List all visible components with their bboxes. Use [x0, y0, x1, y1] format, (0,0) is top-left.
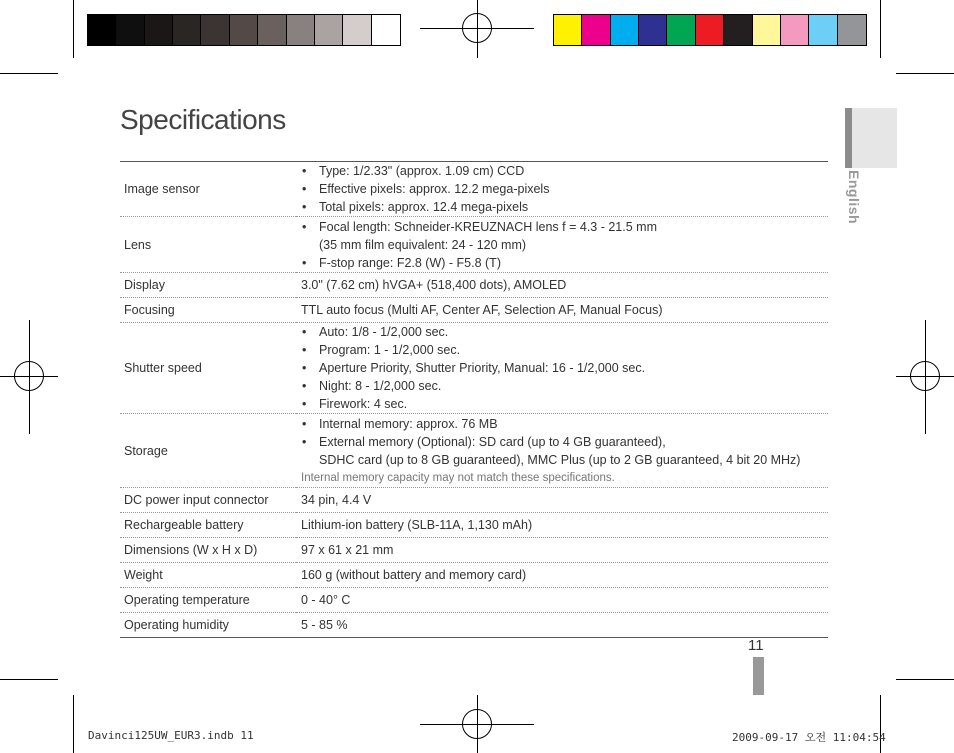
spec-row-storage	[120, 414, 828, 488]
spec-bullet: • Effective pixels: approx. 12.2 mega-pixels	[301, 180, 828, 198]
color-swatch	[838, 15, 866, 45]
spec-bullet-line: (35 mm film equivalent: 24 - 120 mm)	[319, 237, 527, 252]
color-swatch	[724, 15, 752, 45]
crop-mark	[880, 0, 881, 58]
color-swatch	[372, 15, 400, 45]
specifications-table	[120, 161, 828, 638]
spec-value: 5 - 85 %	[301, 618, 348, 632]
spec-label: Rechargeable battery	[120, 513, 296, 538]
color-swatch	[781, 15, 809, 45]
spec-row-lens	[120, 217, 828, 273]
spec-row-operating-temperature	[120, 588, 828, 613]
page-title: Specifications	[120, 104, 286, 135]
print-slug-file: Davinci125UW_EUR3.indb 11	[88, 729, 254, 742]
spec-value	[296, 414, 828, 488]
registration-mark	[910, 361, 940, 391]
spec-bullet-line: Focal length: Schneider-KREUZNACH lens f = 4.3 - 21.5 mm	[319, 219, 657, 234]
spec-value	[296, 323, 828, 414]
color-swatch	[753, 15, 781, 45]
language-label: English	[846, 170, 862, 225]
spec-label: Weight	[120, 563, 296, 588]
spec-value	[296, 217, 828, 273]
color-swatch	[554, 15, 582, 45]
spec-label: Storage	[120, 414, 296, 488]
color-swatch	[88, 15, 116, 45]
color-swatch	[287, 15, 315, 45]
spec-bullet: • Auto: 1/8 - 1/2,000 sec.	[301, 323, 828, 341]
spec-bullet: • Firework: 4 sec.	[301, 395, 828, 413]
color-swatch	[639, 15, 667, 45]
spec-label: Display	[120, 273, 296, 298]
spec-value: 97 x 61 x 21 mm	[296, 538, 828, 563]
crop-mark	[896, 679, 954, 680]
language-tab	[845, 108, 897, 168]
color-swatch	[116, 15, 144, 45]
spec-value: Lithium-ion battery (SLB-11A, 1,130 mAh)	[296, 513, 828, 538]
spec-label: Focusing	[120, 298, 296, 323]
color-swatch	[809, 15, 837, 45]
spec-label: Shutter speed	[120, 323, 296, 414]
spec-row-display	[120, 273, 828, 298]
color-swatch	[230, 15, 258, 45]
spec-value: 0 - 40° C	[296, 588, 828, 613]
spec-bullet-line: SDHC card (up to 8 GB guaranteed), MMC Plus (up to 2 GB guaranteed, 4 bit 20 MHz)	[319, 452, 801, 467]
crop-mark	[896, 73, 954, 74]
spec-label: Operating humidity	[124, 618, 229, 632]
spec-label: Operating temperature	[120, 588, 296, 613]
print-slug-timestamp: 2009-09-17 오전 11:04:54	[732, 731, 886, 744]
spec-label: DC power input connector	[120, 488, 296, 513]
color-swatch	[343, 15, 371, 45]
spec-bullet	[301, 433, 828, 469]
color-swatch	[667, 15, 695, 45]
registration-mark	[14, 361, 44, 391]
spec-label: Image sensor	[120, 162, 296, 217]
crop-mark	[0, 73, 58, 74]
spec-bullet: • Internal memory: approx. 76 MB	[301, 415, 828, 433]
spec-bullet: • F-stop range: F2.8 (W) - F5.8 (T)	[301, 254, 828, 272]
spec-value	[296, 162, 828, 217]
spec-value: TTL auto focus (Multi AF, Center AF, Selection AF, Manual Focus)	[296, 298, 828, 323]
registration-mark	[462, 709, 492, 739]
spec-label: Dimensions (W x H x D)	[120, 538, 296, 563]
spec-bullet	[301, 218, 828, 254]
spec-row-weight	[120, 563, 828, 588]
spec-row-battery	[120, 513, 828, 538]
color-swatch	[201, 15, 229, 45]
spec-bullet: • Total pixels: approx. 12.4 mega-pixels	[301, 198, 828, 216]
color-swatch	[696, 15, 724, 45]
crop-mark	[73, 0, 74, 58]
color-swatch	[611, 15, 639, 45]
color-swatch	[582, 15, 610, 45]
crop-mark	[0, 679, 58, 680]
color-swatch	[258, 15, 286, 45]
spec-bullet: • Aperture Priority, Shutter Priority, Manual: 16 - 1/2,000 sec.	[301, 359, 828, 377]
crop-mark	[73, 695, 74, 753]
language-tab-marker	[845, 108, 852, 168]
spec-bullet-line: External memory (Optional): SD card (up to 4 GB guaranteed),	[319, 434, 666, 449]
color-swatch	[145, 15, 173, 45]
spec-value: 160 g (without battery and memory card)	[296, 563, 828, 588]
spec-value: 34 pin, 4.4 V	[296, 488, 828, 513]
spec-value: 3.0" (7.62 cm) hVGA+ (518,400 dots), AMOLED	[296, 273, 828, 298]
grayscale-color-bar	[87, 14, 401, 46]
spec-bullet: • Night: 8 - 1/2,000 sec.	[301, 377, 828, 395]
process-color-bar	[553, 14, 867, 46]
storage-note: Internal memory capacity may not match these specifications.	[301, 471, 615, 484]
spec-row-operating-humidity	[120, 613, 828, 638]
spec-label: Lens	[120, 217, 296, 273]
spec-row-dc-power	[120, 488, 828, 513]
spec-row-image-sensor	[120, 162, 828, 217]
color-swatch	[315, 15, 343, 45]
spec-bullet: • Program: 1 - 1/2,000 sec.	[301, 341, 828, 359]
registration-mark	[462, 13, 492, 43]
spec-row-dimensions	[120, 538, 828, 563]
page-number: 11	[748, 637, 764, 654]
color-swatch	[173, 15, 201, 45]
spec-bullet: • Type: 1/2.33" (approx. 1.09 cm) CCD	[301, 162, 828, 180]
spec-row-focusing	[120, 298, 828, 323]
page-number-marker	[753, 657, 764, 695]
spec-row-shutter-speed	[120, 323, 828, 414]
